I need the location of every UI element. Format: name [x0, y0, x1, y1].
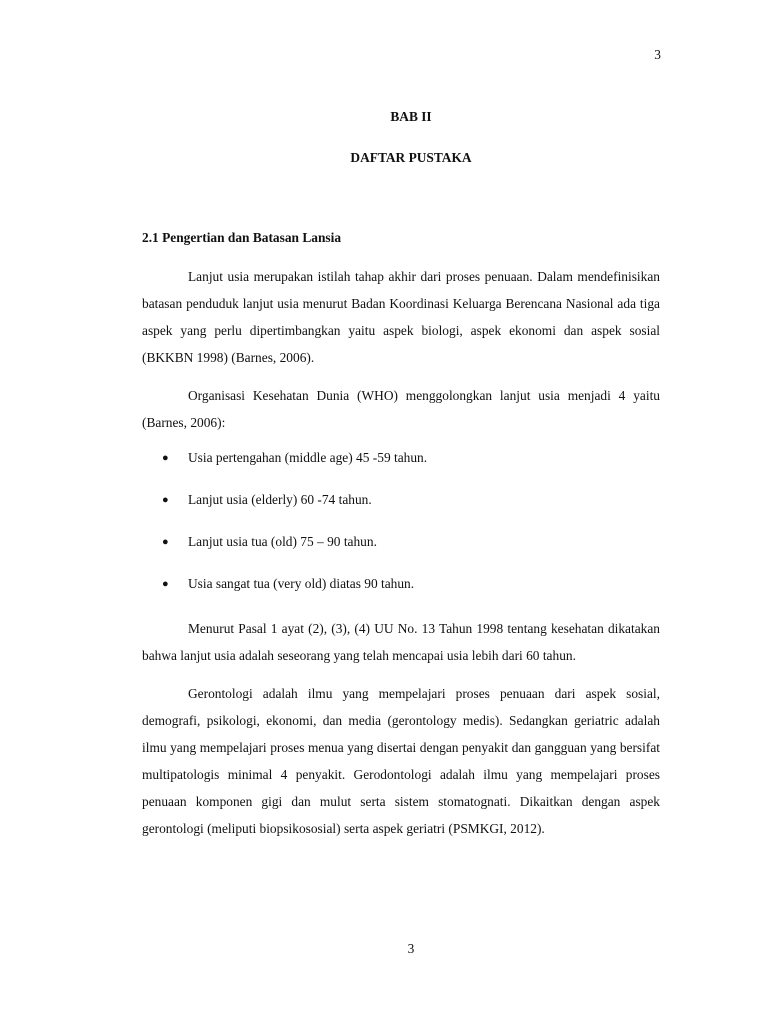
- list-item: [142, 573, 660, 595]
- bullet-icon: ●: [162, 452, 169, 464]
- list-item: [142, 489, 660, 511]
- chapter-title: DAFTAR PUSTAKA: [350, 150, 472, 165]
- bullet-icon: ●: [162, 536, 169, 548]
- list-item-text: Lanjut usia (elderly) 60 -74 tahun.: [188, 492, 372, 507]
- page-number-bottom: 3: [407, 941, 415, 956]
- list-item-text: Usia sangat tua (very old) diatas 90 tahun.: [188, 576, 415, 591]
- body-text: [142, 227, 660, 853]
- chapter-label: BAB II: [390, 109, 432, 124]
- paragraph: Lanjut usia merupakan istilah tahap akhir dari proses penuaan. Dalam mendefinisikan batasan penduduk lanjut usia menurut Badan Koordinasi Keluarga Berencana Nasional ada tiga aspek yang perlu dipertimbangkan yaitu aspek biologi, aspek ekonomi dan aspek sosial (BKKBN 1998) (Barnes, 2006).: [142, 269, 660, 365]
- list-item-text: Lanjut usia tua (old) 75 – 90 tahun.: [188, 534, 377, 549]
- paragraph: Gerontologi adalah ilmu yang mempelajari proses penuaan dari aspek sosial, demografi, psikologi, ekonomi, dan media (gerontology medis). Sedangkan geriatric adalah ilmu yang mempelajari proses menua yang disertai dengan penyakit dan gangguan yang bersifat multipatologis minimal 4 penyakit. Gerodontologi adalah ilmu yang mempelajari proses penuaan komponen gigi dan mulut serta sistem stomatognati. Dikaitkan dengan aspek gerontologi (meliputi biopsikososial) serta aspek geriatri (PSMKGI, 2012).: [142, 686, 660, 836]
- paragraph: Organisasi Kesehatan Dunia (WHO) menggolongkan lanjut usia menjadi 4 yaitu (Barnes, 2006):: [142, 388, 660, 430]
- list-item: [142, 447, 660, 469]
- bullet-icon: ●: [162, 494, 169, 506]
- page-number-top: 3: [654, 47, 661, 62]
- bullet-list: [142, 447, 660, 595]
- section-heading: 2.1 Pengertian dan Batasan Lansia: [142, 230, 342, 245]
- list-item: [142, 531, 660, 553]
- paragraph: Menurut Pasal 1 ayat (2), (3), (4) UU No. 13 Tahun 1998 tentang kesehatan dikatakan bahwa lanjut usia adalah seseorang yang telah mencapai usia lebih dari 60 tahun.: [142, 621, 660, 663]
- bullet-icon: ●: [162, 578, 169, 590]
- list-item-text: Usia pertengahan (middle age) 45 -59 tahun.: [188, 450, 428, 465]
